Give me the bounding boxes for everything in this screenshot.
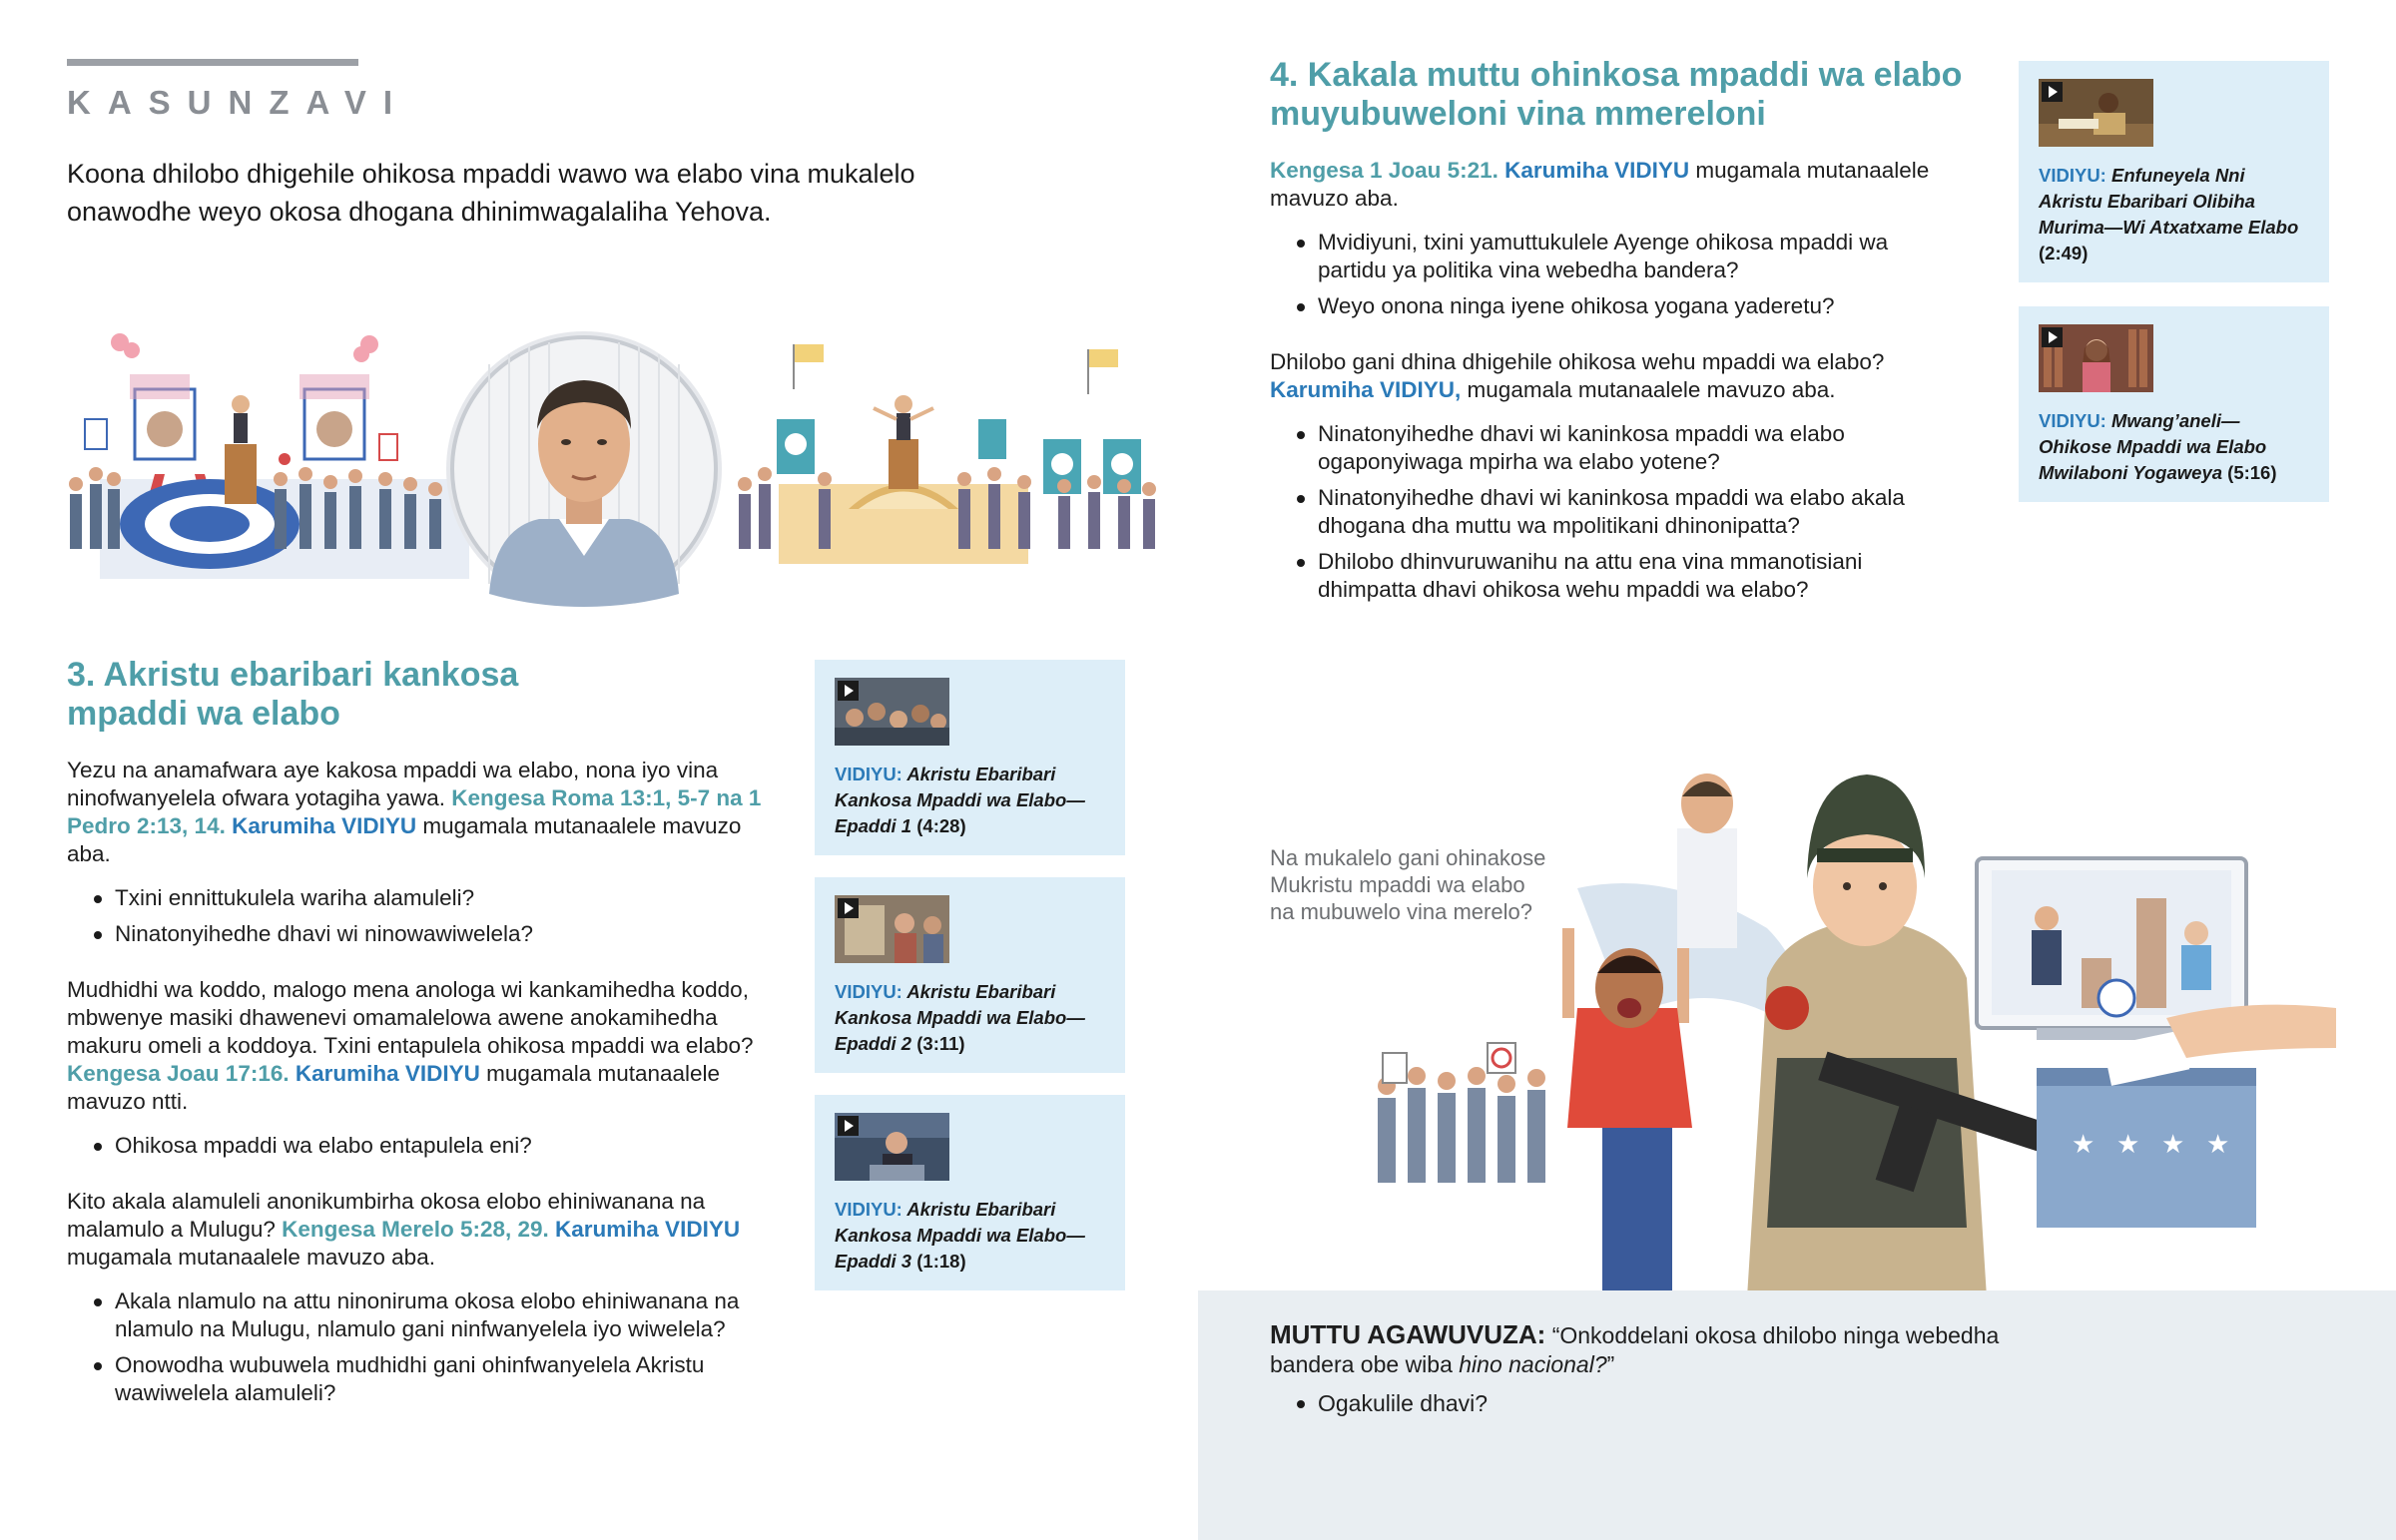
section-3-body (67, 757, 766, 1435)
section-3-paragraph-1 (67, 757, 766, 868)
play-icon[interactable] (838, 681, 859, 701)
section-4-title: 4. Kakala muttu ohinkosa mpaddi wa elabo muyubuweloni vina mmereloni (1270, 56, 1963, 133)
question-item: Mvidiyuni, txini yamuttukulele Ayenge ohikosa mpaddi wa partidu ya politika vina webedha bandera? (1270, 229, 1949, 284)
play-icon[interactable] (2042, 82, 2063, 102)
video-label: VIDIYU: (835, 764, 902, 784)
muttu-agawuvuza-box (1198, 1290, 2396, 1540)
video-caption (835, 979, 1105, 1057)
heading-rule (67, 59, 358, 66)
paragraph-text: Yezu na anamafwara aye kakosa mpaddi wa elabo, nona iyo vina ninofwanyelela ofwara yotagiha yawa. (67, 758, 719, 810)
paragraph-text: mugamala mutanaalele mavuzo aba. (67, 1245, 435, 1270)
protesters-group (1378, 1043, 1545, 1183)
muttu-quote-end: ” (1606, 1351, 1615, 1377)
question-item: Weyo onona ninga iyene ohikosa yogana yaderetu? (1270, 292, 1949, 320)
video-title: Akristu Ebaribari Kankosa Mpaddi wa Elabo—Epaddi 3 (835, 1199, 1085, 1272)
kasunzavi-heading: KASUNZAVI (67, 84, 410, 121)
paragraph-text: Mudhidhi wa koddo, malogo mena anologa wi kankamihedha koddo, mbwenye masiki dhawenevi omamalelowa awene anokamihedha makuru omeli a koddoya. Txini entapulela ohikosa mpaddi wa elabo? (67, 977, 754, 1058)
hero-illustration (60, 324, 1158, 614)
video-caption (835, 762, 1105, 839)
video-caption (835, 1197, 1105, 1275)
paragraph-text: mugamala mutanaalele mavuzo aba. (1270, 158, 1930, 211)
section-3-paragraph-3 (67, 1188, 766, 1272)
svg-text:★: ★ (2116, 1130, 2140, 1160)
play-icon[interactable] (838, 898, 859, 918)
video-title: Enfuneyela Nni Akristu Ebaribari Olibiha Murima—Wi Atxatxame Elabo (2039, 165, 2299, 238)
video-card-2[interactable] (815, 877, 1125, 1073)
question-item: Txini ennittukulela wariha alamuleli? (67, 884, 766, 912)
play-icon[interactable] (838, 1116, 859, 1136)
neutrality-scene-illustration (1348, 759, 2346, 1297)
section-4-paragraph-2 (1270, 348, 1949, 404)
paragraph-text: Dhilobo gani dhina dhigehile ohikosa wehu mpaddi wa elabo? (1270, 349, 1885, 374)
section-3-title: 3. Akristu ebaribari kankosa mpaddi wa elabo (67, 656, 519, 733)
video-title: Akristu Ebaribari Kankosa Mpaddi wa Elabo—Epaddi 2 (835, 981, 1085, 1054)
question-item: Onowodha wubuwela mudhidhi gani ohinfwanyelela Akristu wawiwelela alamuleli? (67, 1351, 766, 1407)
video-card-1[interactable] (815, 660, 1125, 855)
illustration-caption: Na mukalelo gani ohinakose Mukristu mpaddi wa elabo na mubuwelo vina merelo? (1270, 845, 1546, 924)
video-label: VIDIYU: (835, 981, 902, 1002)
video-thumbnail[interactable] (835, 1113, 949, 1181)
question-list (67, 1132, 766, 1160)
play-video-link[interactable]: Karumiha VIDIYU (232, 813, 417, 838)
video-thumbnail[interactable] (835, 895, 949, 963)
play-video-link[interactable]: Karumiha VIDIYU, (1270, 377, 1462, 402)
section-4-paragraph-1 (1270, 157, 1949, 213)
paragraph-text: mugamala mutanaalele mavuzo ntti. (67, 1061, 721, 1114)
play-video-link[interactable]: Karumiha VIDIYU (1504, 158, 1690, 183)
video-duration: (1:18) (916, 1251, 966, 1272)
paragraph-text: Kito akala alamuleli anonikumbirha okosa elobo ehiniwanana na malamulo a Mulugu? (67, 1189, 706, 1242)
right-rally-illustration (738, 344, 1156, 564)
question-list (1270, 420, 1949, 604)
paragraph-text: mugamala mutanaalele mavuzo aba. (67, 813, 742, 866)
paragraph-text: mugamala mutanaalele mavuzo aba. (1461, 377, 1836, 402)
video-caption (2039, 408, 2309, 486)
section-3-paragraph-2 (67, 976, 766, 1116)
video-duration: (2:49) (2039, 243, 2089, 263)
video-label: VIDIYU: (2039, 410, 2106, 431)
intro-text: Koona dhilobo dhigehile ohikosa mpaddi wawo wa elabo vina mukalelo onawodhe weyo okosa dhogana dhinimwagalaliha Yehova. (67, 159, 915, 227)
section-4-body (1270, 157, 1949, 632)
video-label: VIDIYU: (2039, 165, 2106, 186)
video-card-3[interactable] (815, 1095, 1125, 1290)
question-list (1270, 229, 1949, 320)
muttu-agawuvuza-text (1270, 1320, 2029, 1446)
video-duration: (4:28) (916, 815, 966, 836)
svg-text:★: ★ (2072, 1130, 2096, 1160)
video-title: Akristu Ebaribari Kankosa Mpaddi wa Elabo—Epaddi 1 (835, 764, 1085, 836)
video-label: VIDIYU: (835, 1199, 902, 1220)
man-portrait (446, 331, 722, 607)
muttu-quote: “Onkoddelani okosa dhilobo ninga webedha bandera obe wiba (1270, 1322, 2000, 1377)
svg-text:★: ★ (2161, 1130, 2185, 1160)
question-item: Dhilobo dhinvuruwanihu na attu ena vina mmanotisiani dhimpatta dhavi ohikosa wehu mpaddi wa elabo? (1270, 548, 1949, 604)
video-card-5[interactable] (2019, 306, 2329, 502)
question-item: Ohikosa mpaddi wa elabo entapulela eni? (67, 1132, 766, 1160)
soldier-woman (1747, 774, 2056, 1297)
video-thumbnail[interactable] (835, 678, 949, 746)
question-item: Ogakulile dhavi? (1270, 1389, 2029, 1418)
scripture-reference-link[interactable]: Kengesa Joau 17:16. (67, 1061, 290, 1086)
scripture-reference-link[interactable]: Kengesa 1 Joau 5:21. (1270, 158, 1498, 183)
play-video-link[interactable]: Karumiha VIDIYU (295, 1061, 480, 1086)
scripture-reference-link[interactable]: Kengesa Roma 13:1, 5-7 na 1 Pedro 2:13, 14. (67, 785, 762, 838)
video-duration: (3:11) (916, 1033, 965, 1054)
svg-text:★: ★ (2206, 1130, 2230, 1160)
muttu-quote-emphasis: hino nacional? (1459, 1351, 1607, 1377)
right-page (1198, 0, 2396, 1540)
video-duration: (5:16) (2227, 462, 2277, 483)
young-man-singing (1677, 773, 1737, 948)
question-list (67, 1287, 766, 1407)
muttu-label: MUTTU AGAWUVUZA: (1270, 1319, 1546, 1349)
scripture-reference-link[interactable]: Kengesa Merelo 5:28, 29. (282, 1217, 549, 1242)
question-list (67, 884, 766, 948)
question-item: Ninatonyihedhe dhavi wi kaninkosa mpaddi wa elabo akala dhogana dha muttu wa mpolitikani dhinonipatta? (1270, 484, 1949, 540)
play-video-link[interactable]: Karumiha VIDIYU (555, 1217, 741, 1242)
left-rally-illustration (69, 333, 469, 579)
play-icon[interactable] (2042, 327, 2063, 347)
video-title: Mwang’aneli—Ohikose Mpaddi wa Elabo Mwilaboni Yogaweya (2039, 410, 2267, 483)
question-item: Akala nlamulo na attu ninoniruma okosa elobo ehiniwanana na nlamulo na Mulugu, nlamulo gani ninfwanyelela iyo wiwelela? (67, 1287, 766, 1343)
question-list (1270, 1389, 2029, 1418)
question-item: Ninatonyihedhe dhavi wi kaninkosa mpaddi wa elabo ogaponyiwaga mpirha wa elabo yotene? (1270, 420, 1949, 476)
video-caption (2039, 163, 2309, 266)
question-item: Ninatonyihedhe dhavi wi ninowawiwelela? (67, 920, 766, 948)
video-thumbnail[interactable] (2039, 324, 2153, 392)
video-thumbnail[interactable] (2039, 79, 2153, 147)
video-card-4[interactable] (2019, 61, 2329, 282)
